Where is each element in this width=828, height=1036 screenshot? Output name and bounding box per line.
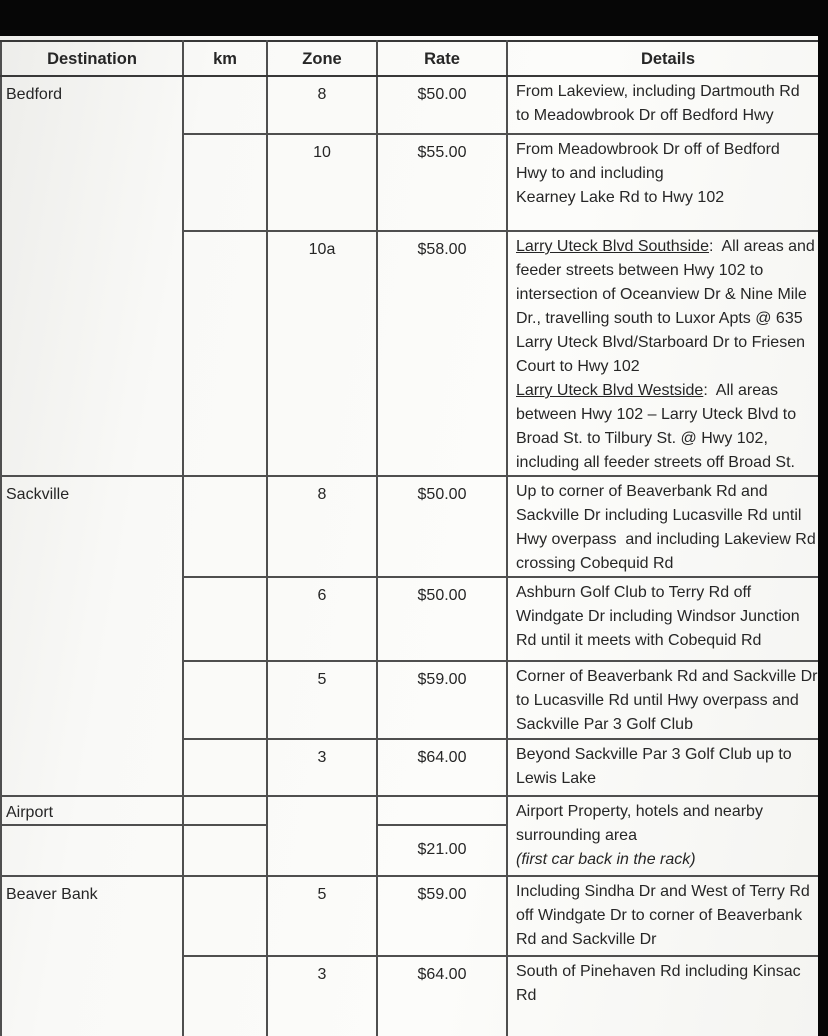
header-details: Details xyxy=(507,41,828,76)
table-row xyxy=(1,476,828,577)
airport-destination-split xyxy=(2,797,182,873)
right-black-mask-strip xyxy=(818,0,828,1036)
airport-km-split xyxy=(184,797,266,873)
details-cell xyxy=(507,739,828,796)
header-zone: Zone xyxy=(267,41,377,76)
header-destination: Destination xyxy=(1,41,183,76)
details-cell xyxy=(507,876,828,956)
zone-cell: 10a xyxy=(267,231,377,476)
rate-cell: $64.00 xyxy=(377,956,507,1036)
rate-cell: $55.00 xyxy=(377,134,507,231)
details-text: Corner of Beaverbank Rd and Sackville Dr to Lucasville Rd until Hwy overpass and Sackville Par 3 Golf Club xyxy=(516,668,818,733)
zone-cell: 10 xyxy=(267,134,377,231)
taxi-rates-table xyxy=(0,40,828,1036)
empty-subcell xyxy=(184,826,266,873)
table-header-row xyxy=(1,41,828,76)
zone-cell xyxy=(267,796,377,876)
zone-cell: 6 xyxy=(267,577,377,661)
rate-cell: $59.00 xyxy=(377,876,507,956)
destination-bedford: Bedford xyxy=(1,76,183,476)
km-cell xyxy=(183,231,267,476)
airport-rate-split xyxy=(378,797,506,873)
top-black-mask-bar xyxy=(0,0,828,36)
header-km: km xyxy=(183,41,267,76)
destination-airport-cell xyxy=(1,796,183,876)
details-text: Up to corner of Beaverbank Rd and Sackville Dr including Lucasville Rd until Hwy overpass and including Lakeview Rd crossing Cobequid Rd xyxy=(516,483,816,572)
rate-cell: $50.00 xyxy=(377,76,507,134)
details-text: Airport Property, hotels and nearby surrounding area (first car back in the rack) xyxy=(516,803,763,868)
rate-cell: $64.00 xyxy=(377,739,507,796)
details-text: Beyond Sackville Par 3 Golf Club up to Lewis Lake xyxy=(516,746,792,787)
km-cell xyxy=(183,739,267,796)
zone-cell: 8 xyxy=(267,76,377,134)
zone-cell: 5 xyxy=(267,876,377,956)
zone-cell: 5 xyxy=(267,661,377,739)
destination-sackville: Sackville xyxy=(1,476,183,796)
rate-cell xyxy=(377,796,507,876)
rate-cell: $50.00 xyxy=(377,476,507,577)
km-cell xyxy=(183,956,267,1036)
details-text: Ashburn Golf Club to Terry Rd off Windgate Dr including Windsor Junction Rd until it meets with Cobequid Rd xyxy=(516,584,800,649)
airport-rate-value: $21.00 xyxy=(417,840,467,858)
details-cell xyxy=(507,476,828,577)
km-cell xyxy=(183,876,267,956)
details-cell xyxy=(507,134,828,231)
table-row-airport xyxy=(1,796,828,876)
zone-cell: 3 xyxy=(267,956,377,1036)
details-text: From Lakeview, including Dartmouth Rd to Meadowbrook Dr off Bedford Hwy xyxy=(516,83,800,124)
rate-cell: $50.00 xyxy=(377,577,507,661)
km-cell xyxy=(183,476,267,577)
empty-subcell xyxy=(2,826,182,873)
details-cell xyxy=(507,231,828,476)
km-cell xyxy=(183,796,267,876)
km-cell xyxy=(183,76,267,134)
km-cell xyxy=(183,661,267,739)
zone-cell: 8 xyxy=(267,476,377,577)
details-cell xyxy=(507,577,828,661)
empty-subcell xyxy=(378,797,506,826)
destination-beaver-bank: Beaver Bank xyxy=(1,876,183,1036)
rate-cell: $59.00 xyxy=(377,661,507,739)
zone-cell: 3 xyxy=(267,739,377,796)
km-cell xyxy=(183,577,267,661)
table-row xyxy=(1,876,828,956)
table-row xyxy=(1,76,828,134)
details-text: South of Pinehaven Rd including Kinsac Rd xyxy=(516,963,801,1004)
rate-cell: $58.00 xyxy=(377,231,507,476)
km-cell xyxy=(183,134,267,231)
details-text: Including Sindha Dr and West of Terry Rd off Windgate Dr to corner of Beaverbank Rd and Sackville Dr xyxy=(516,883,810,948)
header-rate: Rate xyxy=(377,41,507,76)
details-cell xyxy=(507,661,828,739)
details-cell xyxy=(507,956,828,1036)
details-cell xyxy=(507,76,828,134)
destination-airport: Airport xyxy=(2,797,182,826)
details-text: From Meadowbrook Dr off of Bedford Hwy to and including Kearney Lake Rd to Hwy 102 xyxy=(516,141,780,206)
empty-subcell xyxy=(184,797,266,826)
details-cell xyxy=(507,796,828,876)
details-text: Larry Uteck Blvd Southside: All areas and feeder streets between Hwy 102 to intersection of Oceanview Dr & Nine Mile Dr., travelling south to Luxor Apts @ 635 Larry Uteck Blvd/Starboard Dr to Friesen Court to Hwy 102 Larry Uteck Blvd Westside: All areas between Hwy 102 – Larry Uteck Blvd to Broad St. to Tilbury St. @ Hwy 102, including all feeder streets off Broad St. xyxy=(516,238,815,471)
